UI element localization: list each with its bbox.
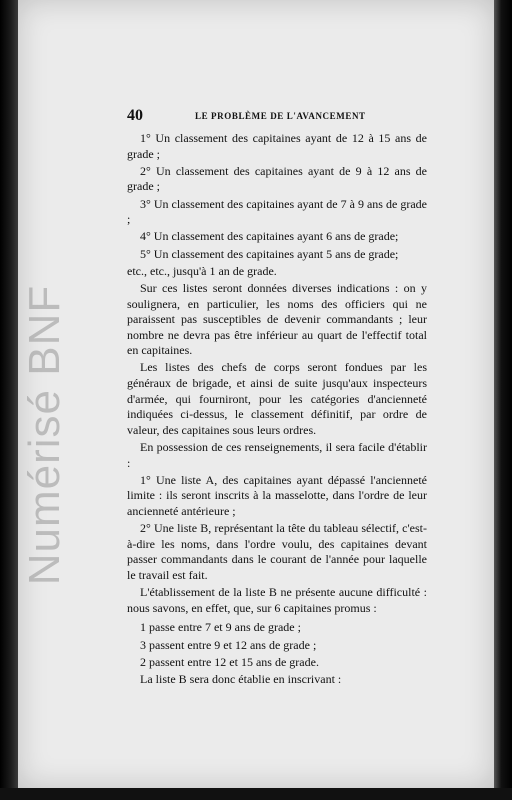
paragraph: Les listes des chefs de corps seront fondues par les généraux de brigade, et ainsi de suite jusqu'aux inspecteurs d'armée, qui fourniront, pour les catégories d'ancienneté indiquées ci-dessus, le classement définitif, par ordre de valeur, des capitaines sous leurs ordres. [127,360,427,437]
page-body [127,131,427,689]
paragraph: 2° Une liste B, représentant la tête du tableau sélectif, c'est-à-dire les noms, dans l'ordre voulu, des capitaines devant passer commandants dans le courant de l'année pour laquelle le travail est fait. [127,521,427,582]
running-head: LE PROBLÈME DE L'AVANCEMENT [195,111,366,121]
paragraph: 1° Une liste A, des capitaines ayant dépassé l'ancienneté limite : ils seront inscrits à la masselotte, dans l'ordre de leur ancienneté antérieure ; [127,472,427,518]
paragraph: Sur ces listes seront données diverses indications : on y soulignera, en particulier, les noms des officiers qui ne paraissent pas susceptibles de devenir commandants ; leur nombre ne devra pas être inférieur au quart de l'effectif total en capitaines. [127,280,427,358]
list-item: 2 passent entre 12 et 15 ans de grade. [140,654,319,669]
scan-bottom-edge [0,788,512,800]
list-item: 1° Un classement des capitaines ayant de 12 à 15 ans de grade ; [127,131,427,161]
list-item: 5° Un classement des capitaines ayant 5 ans de grade; [140,246,399,261]
paragraph: etc., etc., jusqu'à 1 an de grade. [127,263,277,278]
scan-left-edge [0,0,18,800]
list-item: 1 passe entre 7 et 9 ans de grade ; [140,620,301,635]
page-number: 40 [127,107,143,124]
list-item: 4° Un classement des capitaines ayant 6 ans de grade; [140,229,399,244]
scan-right-edge [494,0,512,800]
list-item: 2° Un classement des capitaines ayant de 9 à 12 ans de grade ; [127,163,427,194]
list-item: 3 passent entre 9 et 12 ans de grade ; [140,637,317,652]
list-item: 3° Un classement des capitaines ayant de 7 à 9 ans de grade ; [127,196,427,227]
paragraph: L'établissement de la liste B ne présente aucune difficulté : nous savons, en effet, que, sur 6 capitaines promus : [127,585,427,615]
bnf-watermark: Numérisé BNF [20,284,69,586]
paragraph: La liste B sera donc établie en inscrivant : [140,671,342,686]
paragraph: En possession de ces renseignements, il sera facile d'établir : [127,440,427,470]
